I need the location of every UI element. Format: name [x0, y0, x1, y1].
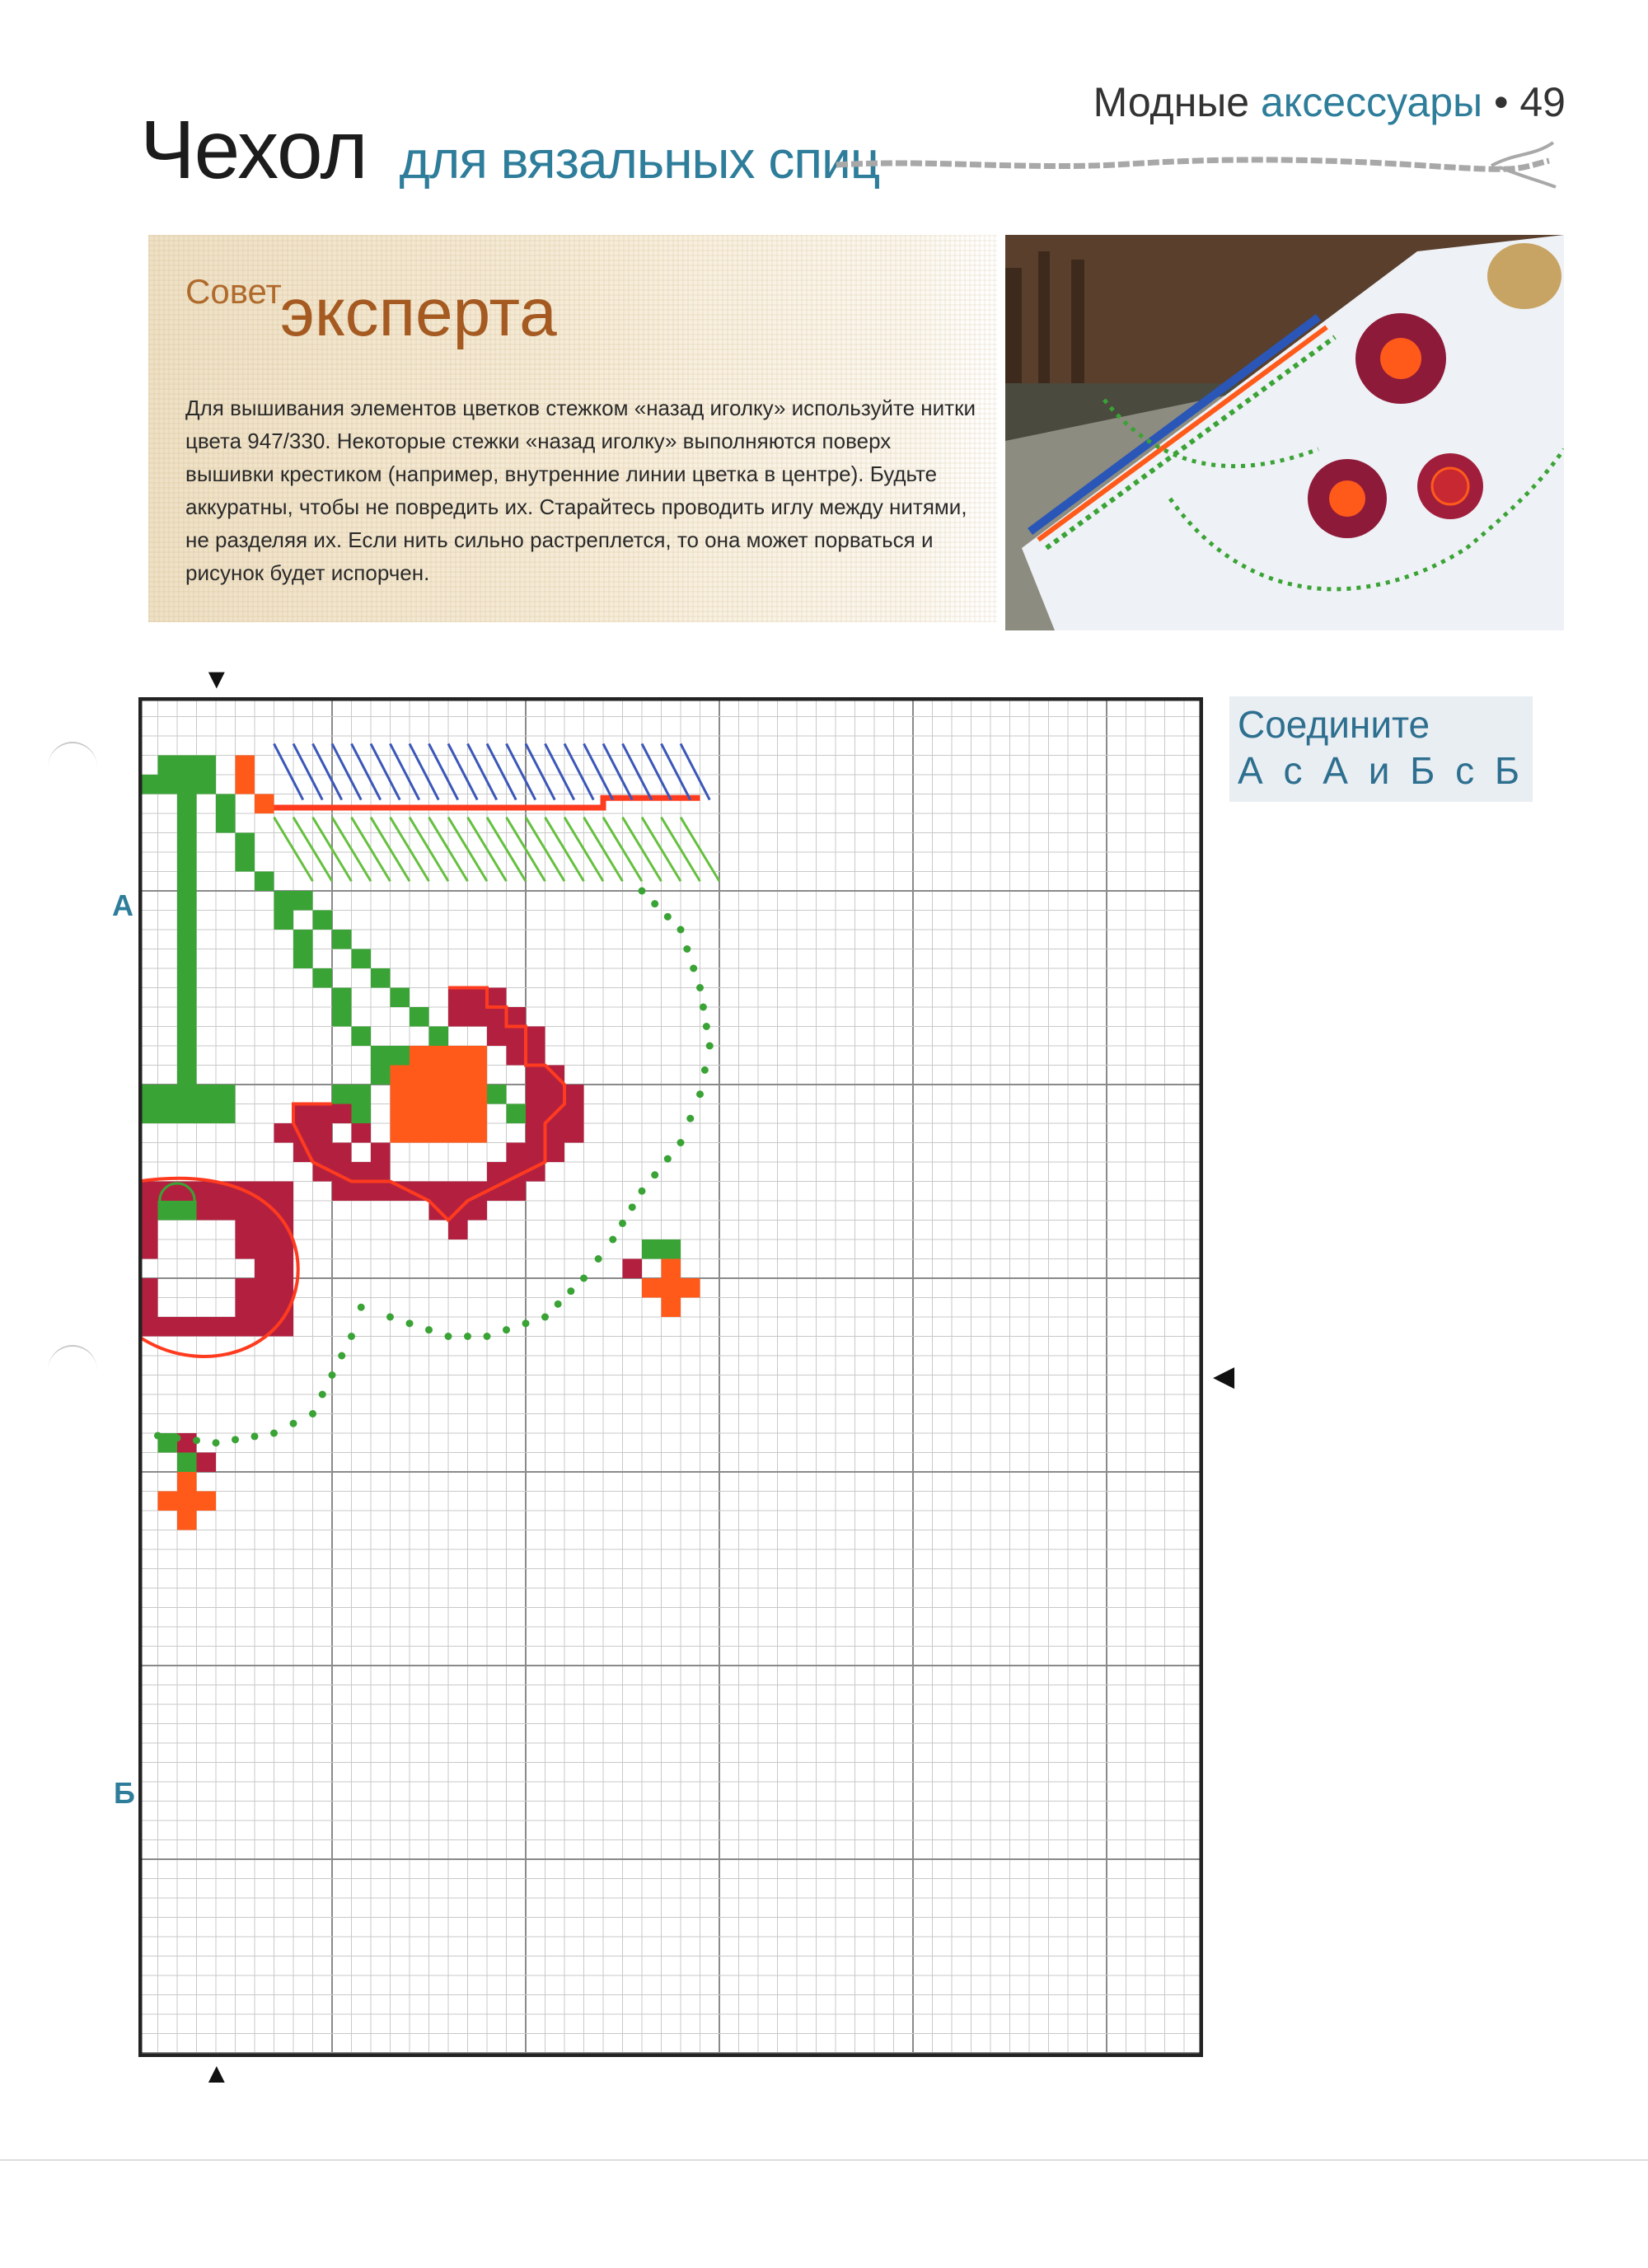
- stitch-cell: [197, 1201, 217, 1221]
- stitch-cell: [564, 1123, 584, 1143]
- stitch-cell: [352, 949, 372, 969]
- page-title: [140, 103, 879, 198]
- stitch-cell: [526, 1046, 545, 1066]
- stitch-cell: [236, 1201, 255, 1221]
- french-knot: [251, 1432, 259, 1440]
- stitch-cell: [468, 1085, 488, 1104]
- stitch-cell: [274, 1123, 294, 1143]
- stitch-cell: [410, 1104, 429, 1124]
- stitch-cell: [429, 1085, 449, 1104]
- stitch-cell: [313, 911, 333, 930]
- stitch-cell: [177, 949, 197, 969]
- french-knot: [522, 1319, 530, 1327]
- stitch-cell: [158, 756, 178, 776]
- separator: •: [1493, 79, 1509, 125]
- stitch-cell: [507, 1046, 527, 1066]
- stitch-cell: [448, 1046, 468, 1066]
- title-main: Чехол: [140, 104, 368, 196]
- stitch-cell: [293, 949, 313, 969]
- stitch-cell: [391, 988, 410, 1008]
- stitch-cell: [177, 756, 197, 776]
- stitch-cell: [371, 1046, 391, 1066]
- stitch-cell: [448, 1123, 468, 1143]
- french-knot: [232, 1436, 239, 1443]
- stitch-cell: [564, 1104, 584, 1124]
- stitch-cell: [236, 756, 255, 776]
- french-knot: [154, 1432, 162, 1439]
- stitch-cell: [236, 1317, 255, 1337]
- stitch-cell: [216, 813, 236, 833]
- tip-label-small: Совет: [185, 272, 282, 311]
- stitch-cell: [564, 1085, 584, 1104]
- stitch-cell: [507, 1027, 527, 1047]
- yarn-decoration: [832, 136, 1557, 194]
- stitch-cell: [197, 1453, 217, 1473]
- stitch-cell: [216, 1085, 236, 1104]
- stitch-cell: [177, 1492, 197, 1511]
- running-head: [1093, 78, 1566, 126]
- stitch-cell: [468, 988, 488, 1008]
- tip-text: Для вышивания элементов цветков стежком «назад иголку» используйте нитки цвета 947/330. Некоторые стежки «назад иголку» выполняются поверх вышивки крестиком (например, внутренние линии цветка в центре). Будьте аккуратны, чтобы не повредить их. Старайтесь проводить иглу между нитями, не разделяя их. Если нить сильно растреплется, то она может порваться и рисунок будет испорчен.: [185, 396, 976, 585]
- stitch-cell: [177, 968, 197, 988]
- stitch-cell: [681, 1278, 700, 1298]
- stitch-cell: [526, 1123, 545, 1143]
- stitch-cell: [274, 1201, 294, 1221]
- stitch-cell: [255, 1298, 274, 1318]
- marker-top: ▼: [203, 663, 231, 695]
- french-knot: [664, 913, 672, 921]
- french-knot: [696, 1090, 704, 1098]
- french-knot: [677, 926, 685, 934]
- stitch-cell: [507, 1104, 527, 1124]
- stitch-cell: [236, 1298, 255, 1318]
- stitch-cell: [487, 988, 507, 1008]
- stitch-cell: [332, 1143, 352, 1163]
- stitch-cell: [332, 1104, 352, 1124]
- stitch-cell: [545, 1123, 565, 1143]
- stitch-cell: [371, 968, 391, 988]
- stitch-cell: [526, 1085, 545, 1104]
- french-knot: [567, 1287, 574, 1295]
- stitch-cell: [177, 872, 197, 892]
- stitch-cell: [410, 1085, 429, 1104]
- stitch-cell: [274, 1182, 294, 1202]
- french-knot: [484, 1333, 491, 1340]
- stitch-cell: [507, 1182, 527, 1202]
- french-knot: [639, 888, 646, 895]
- stitch-cell: [448, 1221, 468, 1240]
- french-knot: [651, 900, 658, 907]
- stitch-cell: [410, 1066, 429, 1085]
- stitch-cell: [391, 1085, 410, 1104]
- french-knot: [174, 1434, 181, 1441]
- expert-tip-panel: [148, 235, 997, 622]
- french-knot: [595, 1255, 602, 1263]
- stitch-cell: [468, 1104, 488, 1124]
- stitch-cell: [313, 1123, 333, 1143]
- stitch-cell: [216, 1317, 236, 1337]
- stitch-cell: [274, 1259, 294, 1279]
- french-knot: [651, 1171, 658, 1179]
- stitch-cell: [468, 1201, 488, 1221]
- stitch-cell: [158, 1104, 178, 1124]
- french-knot: [290, 1420, 297, 1427]
- stitch-cell: [177, 1027, 197, 1047]
- stitch-cell: [391, 1066, 410, 1085]
- french-knot: [348, 1333, 355, 1340]
- stitch-cell: [236, 1239, 255, 1259]
- stitch-cell: [177, 1511, 197, 1530]
- stitch-cell: [352, 1182, 372, 1202]
- stitch-cell: [236, 1278, 255, 1298]
- stitch-cell: [662, 1259, 681, 1279]
- stitch-cell: [662, 1278, 681, 1298]
- french-knot: [270, 1430, 278, 1437]
- stitch-cell: [662, 1239, 681, 1259]
- stitch-cell: [642, 1239, 662, 1259]
- section-accent: аксессуары: [1261, 79, 1483, 125]
- french-knot: [609, 1236, 616, 1244]
- row-label-b: Б: [114, 1776, 135, 1810]
- stitch-cell: [487, 1007, 507, 1027]
- stitch-cell: [623, 1259, 643, 1279]
- connect-title: Соедините: [1238, 703, 1430, 746]
- french-knot: [677, 1139, 685, 1146]
- stitch-cell: [391, 1123, 410, 1143]
- connect-note: [1229, 696, 1533, 802]
- stitch-cell: [177, 1046, 197, 1066]
- french-knot: [541, 1314, 549, 1321]
- french-knot: [639, 1188, 646, 1195]
- stitch-cell: [642, 1278, 662, 1298]
- title-sub: для вязальных спиц: [399, 130, 880, 190]
- stitch-cell: [507, 1143, 527, 1163]
- stitch-cell: [197, 1182, 217, 1202]
- stitch-cell: [332, 1007, 352, 1027]
- stitch-cell: [274, 1239, 294, 1259]
- stitch-cell: [662, 1298, 681, 1318]
- french-knot: [425, 1326, 433, 1333]
- stitch-cell: [236, 852, 255, 872]
- marker-right: ◀: [1213, 1361, 1235, 1392]
- stitch-cell: [158, 1492, 178, 1511]
- french-knot: [701, 1066, 709, 1074]
- stitch-cell: [255, 794, 274, 814]
- stitch-cell: [507, 1007, 527, 1027]
- stitch-cell: [197, 756, 217, 776]
- stitch-cell: [274, 891, 294, 911]
- stitch-cell: [158, 1317, 178, 1337]
- stitch-cell: [255, 1278, 274, 1298]
- stitch-cell: [352, 1104, 372, 1124]
- stitch-cell: [177, 775, 197, 794]
- stitch-cell: [391, 1104, 410, 1124]
- cross-stitch-chart: [138, 697, 1203, 2057]
- stitch-cell: [448, 988, 468, 1008]
- binder-hole: [48, 1345, 97, 1396]
- french-knot: [193, 1436, 200, 1444]
- stitch-cell: [332, 1182, 352, 1202]
- stitch-cell: [274, 911, 294, 930]
- stitch-cell: [468, 1066, 488, 1085]
- stitch-cell: [371, 1143, 391, 1163]
- stitch-cell: [352, 1027, 372, 1047]
- french-knot: [406, 1319, 414, 1327]
- stitch-cell: [487, 1085, 507, 1104]
- stitch-cell: [177, 891, 197, 911]
- stitch-cell: [177, 1066, 197, 1085]
- stitch-cell: [177, 1453, 197, 1473]
- stitch-cell: [177, 930, 197, 949]
- stitch-cell: [293, 1104, 313, 1124]
- french-knot: [329, 1371, 336, 1379]
- stitch-cell: [177, 1085, 197, 1104]
- stitch-cell: [468, 1123, 488, 1143]
- stitch-cell: [255, 1221, 274, 1240]
- stitch-cell: [391, 1046, 410, 1066]
- french-knot: [629, 1203, 636, 1211]
- stitch-cell: [448, 1104, 468, 1124]
- stitch-cell: [177, 911, 197, 930]
- stitch-cell: [468, 1046, 488, 1066]
- marker-bottom: ▲: [203, 2058, 231, 2089]
- stitch-cell: [255, 872, 274, 892]
- stitch-cell: [487, 1027, 507, 1047]
- stitch-cell: [332, 930, 352, 949]
- stitch-cell: [545, 1143, 565, 1163]
- stitch-cell: [371, 1162, 391, 1182]
- french-knot: [309, 1410, 316, 1418]
- stitch-cell: [526, 1143, 545, 1163]
- stitch-cell: [177, 833, 197, 853]
- stitch-cell: [177, 852, 197, 872]
- stitch-cell: [429, 1182, 449, 1202]
- stitch-cell: [177, 1104, 197, 1124]
- french-knot: [683, 945, 691, 953]
- stitch-cell: [236, 833, 255, 853]
- french-knot: [503, 1326, 510, 1333]
- stitch-cell: [236, 775, 255, 794]
- stitch-cell: [352, 1123, 372, 1143]
- french-knot: [619, 1220, 626, 1227]
- stitch-cell: [526, 1066, 545, 1085]
- stitch-cell: [313, 1104, 333, 1124]
- stitch-cell: [197, 1317, 217, 1337]
- stitch-cell: [429, 1066, 449, 1085]
- stitch-cell: [352, 1085, 372, 1104]
- stitch-cell: [448, 1085, 468, 1104]
- section-name: Модные: [1093, 79, 1250, 125]
- row-label-a: А: [112, 888, 133, 922]
- french-knot: [690, 965, 697, 972]
- stitch-cell: [468, 1007, 488, 1027]
- french-knot: [706, 1043, 714, 1050]
- stitch-cell: [487, 1162, 507, 1182]
- stitch-cell: [429, 1046, 449, 1066]
- stitch-cell: [293, 891, 313, 911]
- stitch-cell: [313, 968, 333, 988]
- binder-hole: [48, 742, 97, 793]
- stitch-cell: [158, 775, 178, 794]
- french-knot: [700, 1004, 707, 1011]
- stitch-cell: [216, 1201, 236, 1221]
- french-knot: [338, 1352, 345, 1360]
- stitch-cell: [526, 1104, 545, 1124]
- stitch-cell: [448, 1066, 468, 1085]
- stitch-cell: [216, 1104, 236, 1124]
- stitch-cell: [177, 988, 197, 1008]
- stitch-cell: [236, 1221, 255, 1240]
- french-knot: [386, 1314, 394, 1321]
- stitch-cell: [448, 1182, 468, 1202]
- chart-french-knots: [154, 888, 714, 1447]
- french-knot: [686, 1115, 694, 1122]
- page-number: 49: [1519, 79, 1566, 125]
- page-bottom-rule: [0, 2159, 1648, 2161]
- stitch-cell: [313, 1143, 333, 1163]
- french-knot: [319, 1391, 326, 1399]
- french-knot: [580, 1275, 588, 1282]
- stitch-cell: [177, 813, 197, 833]
- stitch-cell: [216, 794, 236, 814]
- stitch-cell: [371, 1066, 391, 1085]
- stitch-cell: [197, 775, 217, 794]
- stitch-cell: [177, 794, 197, 814]
- stitch-cell: [177, 1007, 197, 1027]
- stitch-cell: [429, 1104, 449, 1124]
- stitch-cell: [429, 1027, 449, 1047]
- stitch-cell: [177, 1472, 197, 1492]
- stitch-cell: [197, 1492, 217, 1511]
- stitch-cell: [177, 1317, 197, 1337]
- french-knot: [464, 1333, 471, 1340]
- stitch-cell: [545, 1085, 565, 1104]
- stitch-cell: [197, 1104, 217, 1124]
- tip-label-big: эксперта: [280, 275, 557, 350]
- french-knot: [445, 1333, 452, 1340]
- stitch-cell: [410, 1046, 429, 1066]
- french-knot: [703, 1023, 710, 1030]
- embroidery-photo: [1005, 235, 1564, 630]
- stitch-cell: [410, 1123, 429, 1143]
- stitch-cell: [197, 1085, 217, 1104]
- stitch-cell: [255, 1259, 274, 1279]
- stitch-cell: [332, 988, 352, 1008]
- stitch-cell: [352, 1162, 372, 1182]
- stitch-cell: [410, 1007, 429, 1027]
- french-knot: [555, 1300, 562, 1308]
- stitch-cell: [158, 1085, 178, 1104]
- stitch-cell: [371, 1182, 391, 1202]
- stitch-cell: [448, 1007, 468, 1027]
- stitch-cell: [526, 1027, 545, 1047]
- french-knot: [664, 1155, 672, 1163]
- french-knot: [358, 1304, 365, 1311]
- stitch-cell: [274, 1278, 294, 1298]
- stitch-cell: [255, 1239, 274, 1259]
- stitch-cell: [293, 930, 313, 949]
- stitch-cell: [429, 1123, 449, 1143]
- connect-rule: А с А и Б с Б: [1238, 749, 1525, 792]
- stitch-cell: [332, 1085, 352, 1104]
- french-knot: [213, 1439, 220, 1446]
- french-knot: [696, 984, 704, 991]
